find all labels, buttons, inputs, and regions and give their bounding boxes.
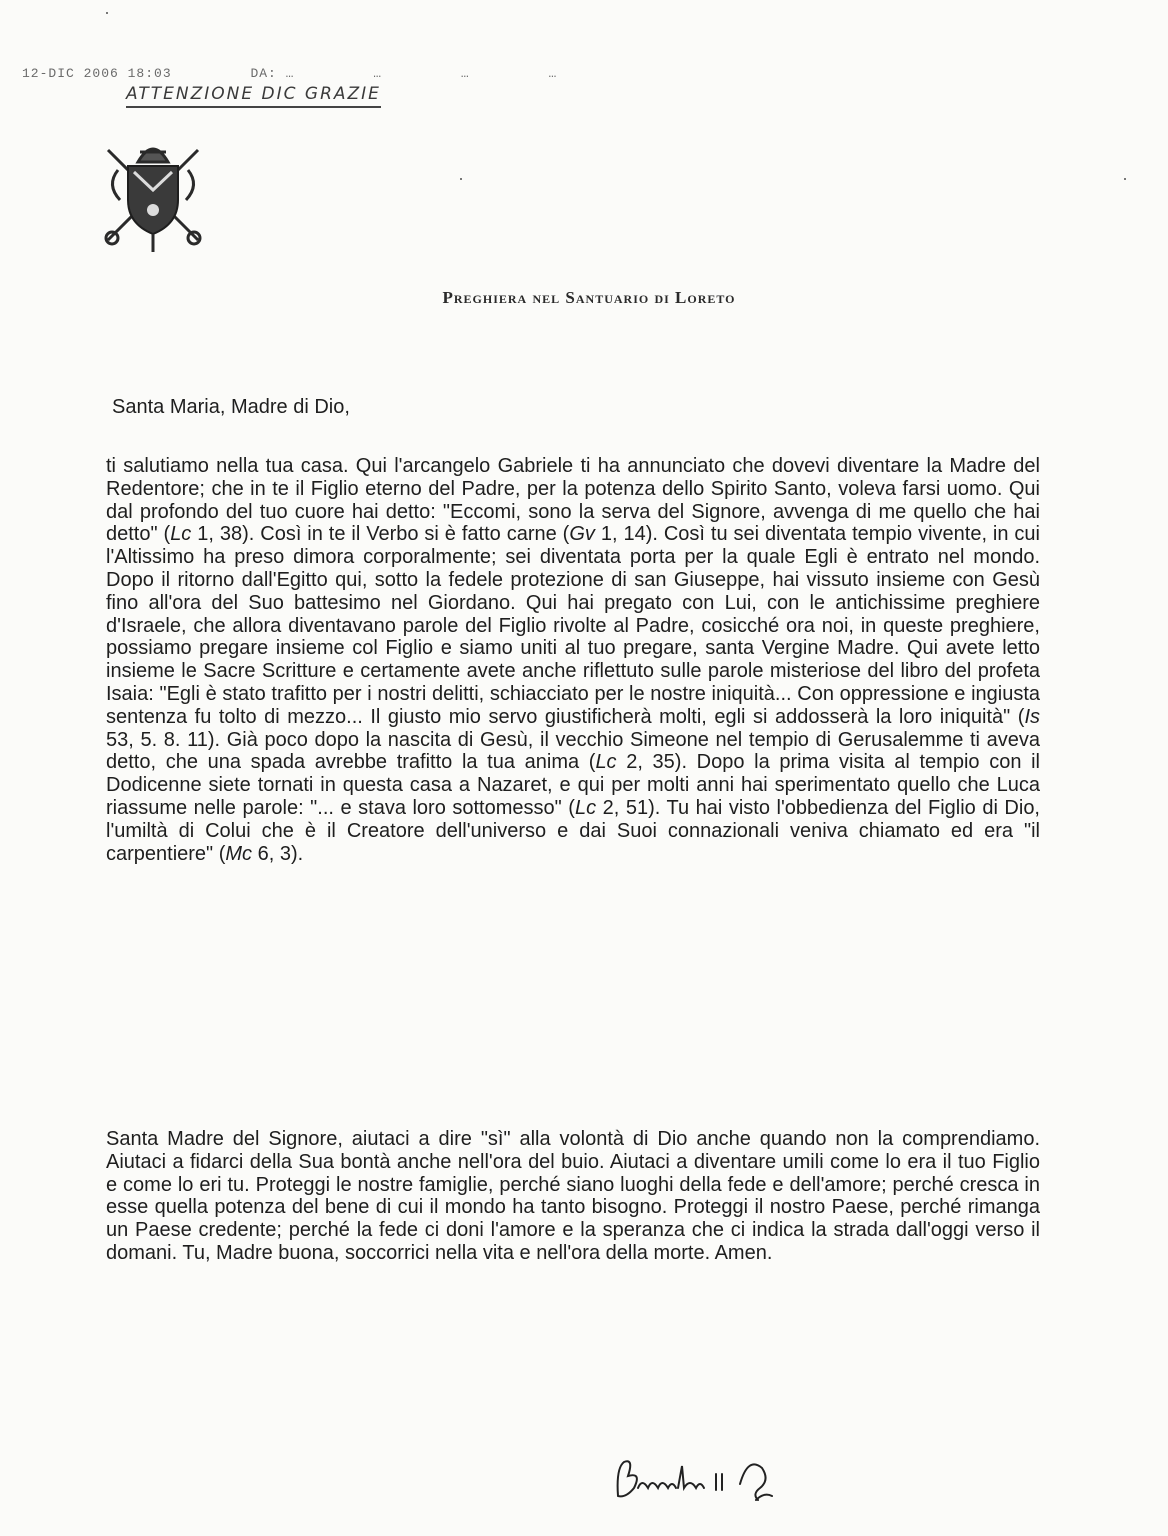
scripture-reference: Lc <box>574 796 597 819</box>
fax-date-time: 12-DIC 2006 18:03 <box>22 66 172 81</box>
fax-field-3: … <box>460 66 470 81</box>
prayer-text: 1, 38). Così in te il Verbo si è fatto carne ( <box>191 523 570 546</box>
scan-speck <box>106 12 108 14</box>
prayer-text: 1, 14). Così tu sei diventata tempio vivente, in cui l'Altissimo ha preso dimora corporalmente; sei diventata porta per la quale Egli è entrato nel mondo. Dopo il ritorno dall'Egitto qui, sotto la fedele protezione di san Giuseppe, hai vissuto insieme con Gesù fino all'ora del Suo battesimo nel Giordano. Qui hai pregato con Lui, con le antichissime preghiere d'Israele, che allora diventavano parole del Figlio rivolte al Padre, cosicché ora noi, in queste preghiere, possiamo pregare insieme col Figlio e siamo uniti al tuo pregare, santa Vergine Madre. Qui avete letto insieme le Sacre Scritture e certamente avete anche riflettuto sulle parole misteriose del libro del profeta Isaia: "Egli è stato trafitto per i nostri delitti, schiacciato per le nostre iniquità... Con oppressione e ingiusta sentenza fu tolto di mezzo... Il giusto mio servo giustificherà molti, egli si addosserà la loro iniquità" ( <box>106 523 1041 728</box>
fax-header <box>22 66 1062 81</box>
fax-sender: DA: … <box>250 66 295 81</box>
prayer-text: 6, 3). <box>252 842 304 865</box>
scripture-reference: Mc <box>225 842 253 865</box>
scan-speck <box>460 178 462 180</box>
scripture-reference: Gv <box>569 523 595 546</box>
page-title: Preghiera nel Santuario di Loreto <box>442 288 736 307</box>
prayer-paragraph-1 <box>106 455 1040 865</box>
prayer-text: ti salutiamo nella tua casa. Qui l'arcangelo Gabriele ti ha annunciato che dovevi diventare la Madre del Redentore; che in te il Figlio eterno del Padre, per la potenza dello Spirito Santo, voleva farsi uomo. Qui dal profondo del tuo cuore hai detto: "Eccomi, sono la serva del Signore, avvenga di me quello che hai detto" ( <box>106 455 1040 546</box>
handwritten-note: ATTENZIONE DIC GRAZIE <box>126 84 381 108</box>
papal-coat-of-arms-icon <box>98 130 208 255</box>
prayer-text: 2, 51). Tu hai visto l'obbedienza del Figlio di Dio, l'umiltà di Colui che è il Creatore dell'universo e dai Suoi connazionali veniva chiamato ed era "il carpentiere" ( <box>106 796 1040 865</box>
prayer-text: 2, 35). Dopo la prima visita al tempio con il Dodicenne siete tornati in questa casa a Nazaret, e qui per molti anni hai sperimentato quello che Luca riassume nelle parole: "... e stava loro sottomesso" ( <box>106 751 1040 819</box>
signature <box>612 1448 812 1508</box>
scan-speck <box>1124 178 1126 180</box>
prayer-text: 53, 5. 8. 11). Già poco dopo la nascita di Gesù, il vecchio Simeone nel tempio di Gerusalemme ti aveva detto, che una spada avrebbe trafitto la tua anima ( <box>106 728 1040 774</box>
salutation: Santa Maria, Madre di Dio, <box>112 396 350 418</box>
scripture-reference: Lc <box>170 523 192 546</box>
prayer-paragraph-2: Santa Madre del Signore, aiutaci a dire "sì" alla volontà di Dio anche quando non la comprendiamo. Aiutaci a fidarci della Sua bontà anche nell'ora del buio. Aiutaci a diventare umili come lo era il tuo Figlio e come lo eri tu. Proteggi le nostre famiglie, perché siano luoghi della fede e dell'amore; perché cresca in esse quella potenza del bene di cui il mondo ha tanto bisogno. Proteggi il nostro Paese, perché rimanga un Paese credente; perché la fede ci doni l'amore e la speranza che ci indica la strada dall'oggi verso il domani. Tu, Madre buona, soccorrici nella vita e nell'ora della morte. Amen. <box>106 1128 1040 1264</box>
fax-field-2: … <box>373 66 383 81</box>
scripture-reference: Is <box>1024 705 1040 728</box>
scripture-reference: Lc <box>595 751 617 774</box>
fax-page: … <box>548 66 558 81</box>
